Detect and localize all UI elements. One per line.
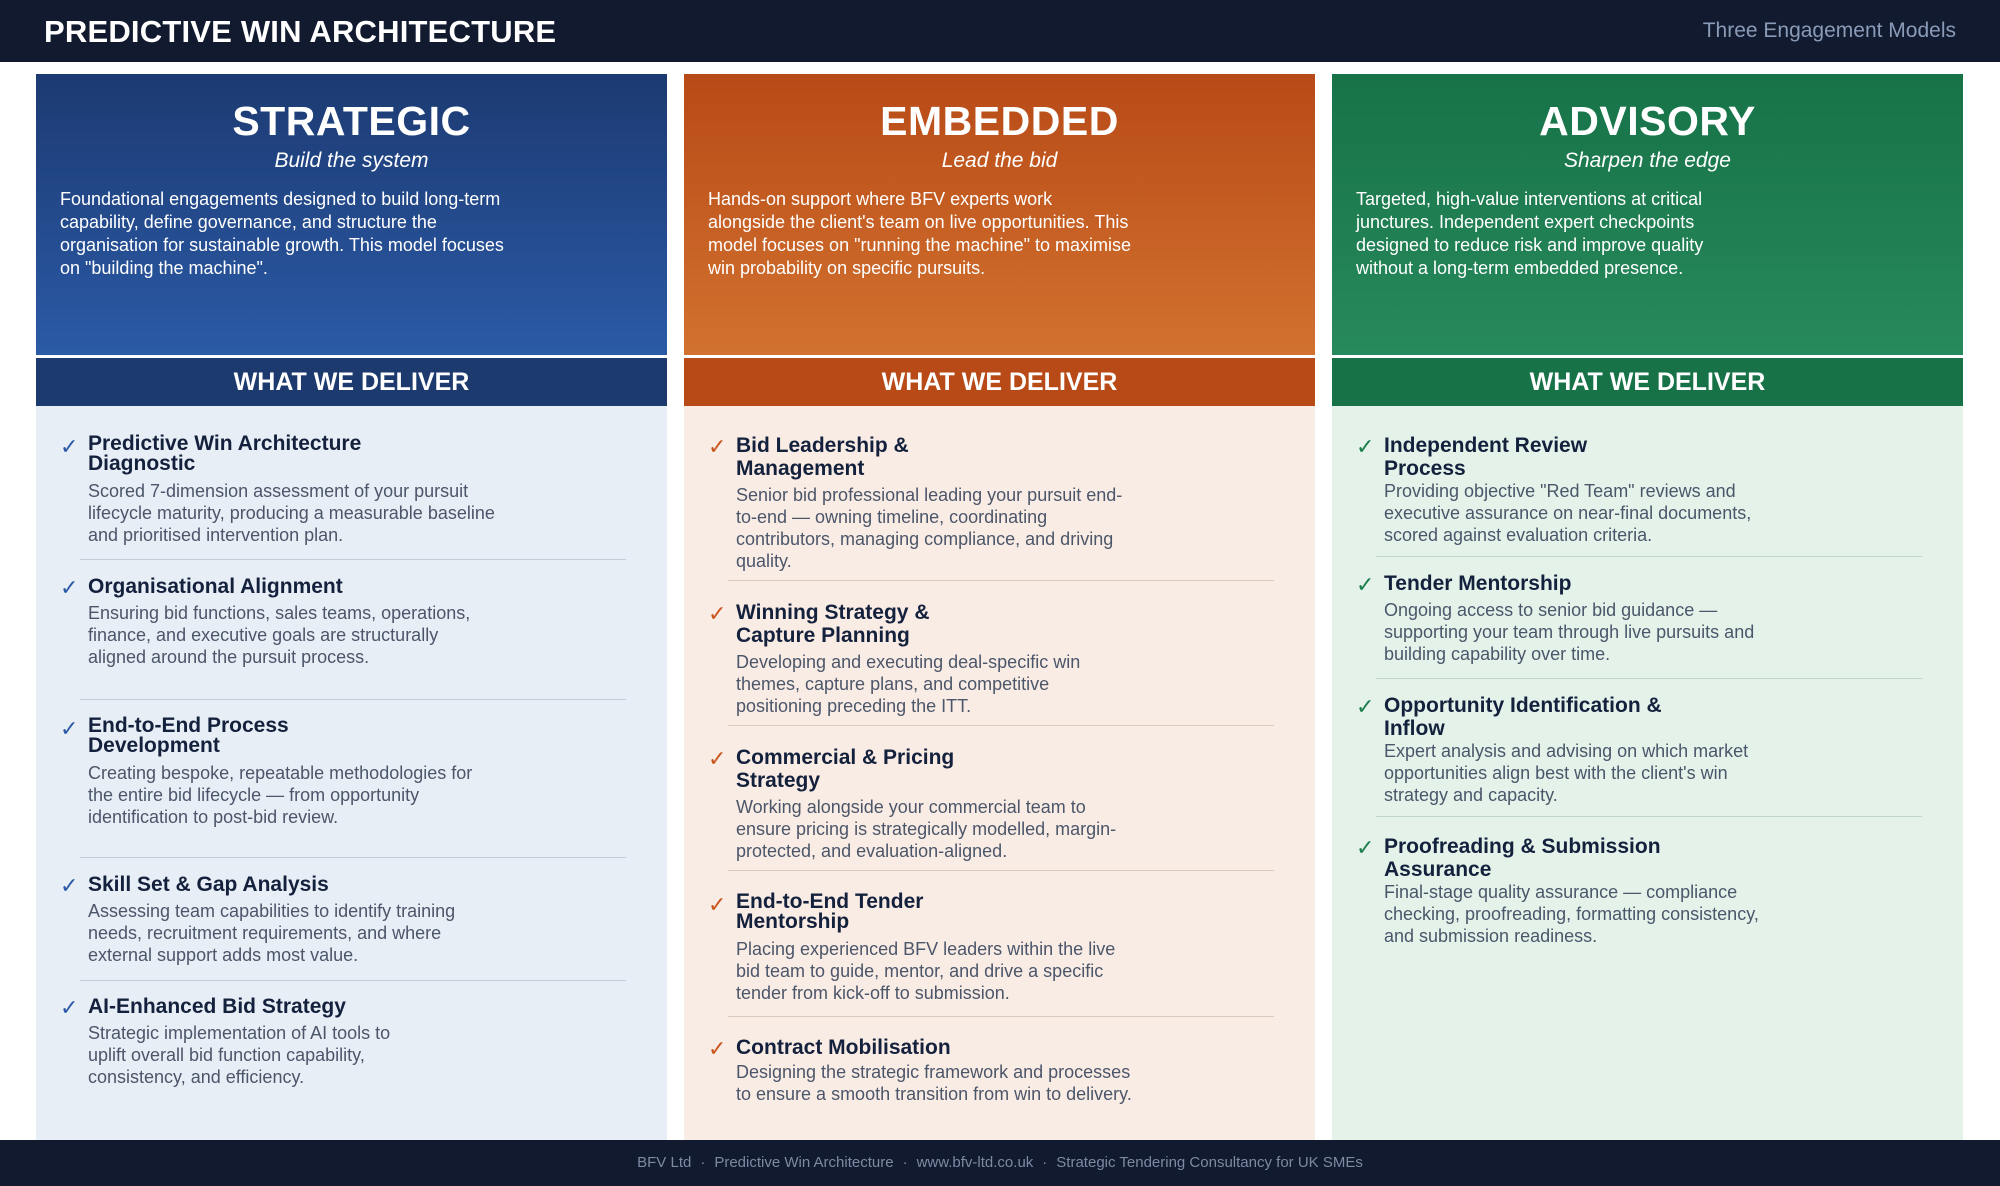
item-title: End-to-End Tender Mentorship (736, 890, 924, 933)
model-tagline: Lead the bid (941, 149, 1058, 172)
item-title: Skill Set & Gap Analysis (88, 873, 329, 896)
deliver-list (36, 406, 667, 1140)
item-divider (1376, 556, 1922, 557)
item-title: Predictive Win Architecture Diagnostic (88, 432, 362, 475)
checkmark-icon: ✓ (60, 575, 79, 600)
model-tagline: Sharpen the edge (1564, 149, 1731, 172)
item-divider (728, 725, 1274, 726)
checkmark-icon: ✓ (1356, 434, 1375, 459)
item-divider (80, 559, 626, 560)
item-title: Bid Leadership & Management (736, 434, 909, 480)
item-description: Senior bid professional leading your pursuit end-to-end — owning timeline, coordinating contributors, managing compliance, and driving quality. (736, 485, 1123, 571)
footer-separator: · (1042, 1154, 1048, 1171)
checkmark-icon: ✓ (708, 601, 727, 626)
column-advisory (1332, 74, 1963, 1140)
item-title: Contract Mobilisation (736, 1036, 951, 1059)
checkmark-icon: ✓ (708, 746, 727, 771)
checkmark-icon: ✓ (1356, 694, 1375, 719)
item-description: Placing experienced BFV leaders within the live bid team to guide, mentor, and drive a specific tender from kick-off to submission. (736, 939, 1116, 1003)
checkmark-icon: ✓ (1356, 572, 1375, 597)
footer-website-link[interactable]: www.bfv-ltd.co.uk (916, 1154, 1034, 1171)
model-name: EMBEDDED (880, 98, 1119, 144)
checkmark-icon: ✓ (60, 434, 79, 459)
item-description: Assessing team capabilities to identify training needs, recruitment requirements, and where external support adds most value. (88, 901, 456, 965)
model-description: Foundational engagements designed to build long-term capability, define governance, and structure the organisation for sustainable growth. This model focuses on "building the machine". (60, 189, 504, 278)
item-description: Expert analysis and advising on which market opportunities align best with the client's win strategy and capacity. (1384, 741, 1749, 805)
item-title: Commercial & Pricing Strategy (736, 746, 955, 792)
item-divider (728, 1016, 1274, 1017)
item-description: Providing objective "Red Team" reviews and executive assurance on near-final documents, scored against evaluation criteria. (1384, 481, 1752, 545)
model-tagline: Build the system (274, 149, 429, 172)
deliver-list (1332, 406, 1963, 1140)
item-title: Independent Review Process (1384, 434, 1588, 480)
item-description: Strategic implementation of AI tools to uplift overall bid function capability, consistency, and efficiency. (88, 1023, 391, 1087)
footer-company: BFV Ltd (637, 1154, 692, 1171)
footer-tagline: Strategic Tendering Consultancy for UK SMEs (1056, 1154, 1363, 1171)
footer (0, 1140, 2000, 1186)
item-divider (80, 857, 626, 858)
item-description: Working alongside your commercial team to ensure pricing is strategically modelled, margin-protected, and evaluation-aligned. (736, 797, 1117, 861)
deliver-list (684, 406, 1315, 1140)
page-title: PREDICTIVE WIN ARCHITECTURE (44, 14, 557, 49)
checkmark-icon: ✓ (60, 716, 79, 741)
deliver-heading: WHAT WE DELIVER (1332, 358, 1963, 406)
item-title: Proofreading & Submission Assurance (1384, 835, 1661, 881)
checkmark-icon: ✓ (1356, 835, 1375, 860)
model-name: STRATEGIC (232, 98, 471, 144)
item-description: Creating bespoke, repeatable methodologies for the entire bid lifecycle — from opportunity identification to post-bid review. (88, 763, 473, 827)
item-divider (1376, 816, 1922, 817)
item-divider (1376, 678, 1922, 679)
footer-product: Predictive Win Architecture (714, 1154, 894, 1171)
checkmark-icon: ✓ (60, 873, 79, 898)
deliver-heading: WHAT WE DELIVER (36, 358, 667, 406)
item-divider (80, 699, 626, 700)
strategic-hero (36, 74, 667, 355)
checkmark-icon: ✓ (60, 995, 79, 1020)
item-title: Organisational Alignment (88, 575, 343, 598)
deliver-heading: WHAT WE DELIVER (684, 358, 1315, 406)
top-bar (0, 0, 2000, 62)
checkmark-icon: ✓ (708, 892, 727, 917)
column-strategic (36, 74, 667, 1140)
item-description: Designing the strategic framework and processes to ensure a smooth transition from win to delivery. (736, 1062, 1132, 1104)
checkmark-icon: ✓ (708, 1036, 727, 1061)
column-embedded (684, 74, 1315, 1140)
item-divider (80, 980, 626, 981)
item-divider (728, 580, 1274, 581)
model-description: Hands-on support where BFV experts work alongside the client's team on live opportunities. This model focuses on "running the machine" to maximise win probability on specific pursuits. (708, 189, 1131, 278)
model-description: Targeted, high-value interventions at critical junctures. Independent expert checkpoints designed to reduce risk and improve quality without a long-term embedded presence. (1356, 189, 1704, 278)
item-title: Opportunity Identification & Inflow (1384, 694, 1662, 740)
item-description: Developing and executing deal-specific win themes, capture plans, and competitive positioning preceding the ITT. (736, 652, 1081, 716)
item-description: Scored 7-dimension assessment of your pursuit lifecycle maturity, producing a measurable baseline and prioritised intervention plan. (88, 481, 495, 545)
checkmark-icon: ✓ (708, 434, 727, 459)
footer-separator: · (902, 1154, 908, 1171)
advisory-hero (1332, 74, 1963, 355)
embedded-hero (684, 74, 1315, 355)
page-subtitle: Three Engagement Models (1702, 19, 1956, 42)
item-title: Tender Mentorship (1384, 572, 1572, 595)
item-description: Ongoing access to senior bid guidance — supporting your team through live pursuits and building capability over time. (1384, 600, 1755, 664)
model-name: ADVISORY (1539, 98, 1756, 144)
item-title: End-to-End Process Development (88, 714, 289, 757)
item-description: Ensuring bid functions, sales teams, operations, finance, and executive goals are structurally aligned around the pursuit process. (88, 603, 471, 667)
item-title: AI-Enhanced Bid Strategy (88, 995, 346, 1018)
item-title: Winning Strategy & Capture Planning (736, 601, 930, 647)
item-description: Final-stage quality assurance — compliance checking, proofreading, formatting consistency, and submission readiness. (1384, 882, 1759, 946)
item-divider (728, 870, 1274, 871)
footer-separator: · (700, 1154, 706, 1171)
